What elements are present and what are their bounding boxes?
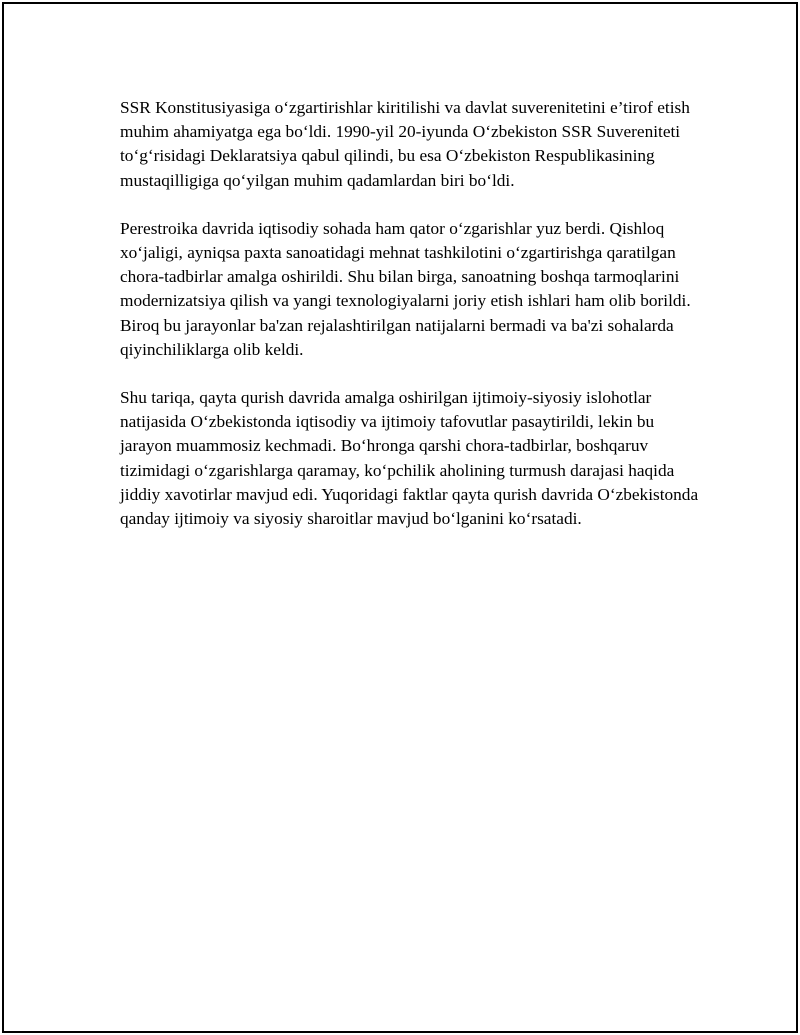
paragraph-1: SSR Konstitusiyasiga o‘zgartirishlar kiritilishi va davlat suverenitetini e’tirof etish muhim ahamiyatga ega bo‘ldi. 1990-yil 20-iyunda O‘zbekiston SSR Suvereniteti to‘g‘risidagi Deklaratsiya qabul qilindi, bu esa O‘zbekiston Respublikasining mustaqilligiga qo‘yilgan muhim qadamlardan biri bo‘ldi. xyxy=(120,98,690,190)
paragraph-2: Perestroika davrida iqtisodiy sohada ham qator o‘zgarishlar yuz berdi. Qishloq xo‘jaligi, ayniqsa paxta sanoatidagi mehnat tashkilotini o‘zgartirishga qaratilgan chora-tadbirlar amalga oshirildi. Shu bilan birga, sanoatning boshqa tarmoqlarini modernizatsiya qilish va yangi texnologiyalarni joriy etish ishlari ham olib borildi. Biroq bu jarayonlar ba'zan rejalashtirilgan natijalarni bermadi va ba'zi sohalarda qiyinchiliklarga olib keldi. xyxy=(120,218,691,359)
document-body xyxy=(120,96,700,531)
paragraph-3: Shu tariqa, qayta qurish davrida amalga oshirilgan ijtimoiy-siyosiy islohotlar natijasida O‘zbekistonda iqtisodiy va ijtimoiy tafovutlar pasaytirildi, lekin bu jarayon muammosiz kechmadi. Bo‘hronga qarshi chora-tadbirlar, boshqaruv tizimidagi o‘zgarishlarga qaramay, ko‘pchilik aholining turmush darajasi haqida jiddiy xavotirlar mavjud edi. Yuqoridagi faktlar qayta qurish davrida O‘zbekistonda qanday ijtimoiy va siyosiy sharoitlar mavjud bo‘lganini ko‘rsatadi. xyxy=(120,388,699,529)
document-page xyxy=(2,2,798,1033)
